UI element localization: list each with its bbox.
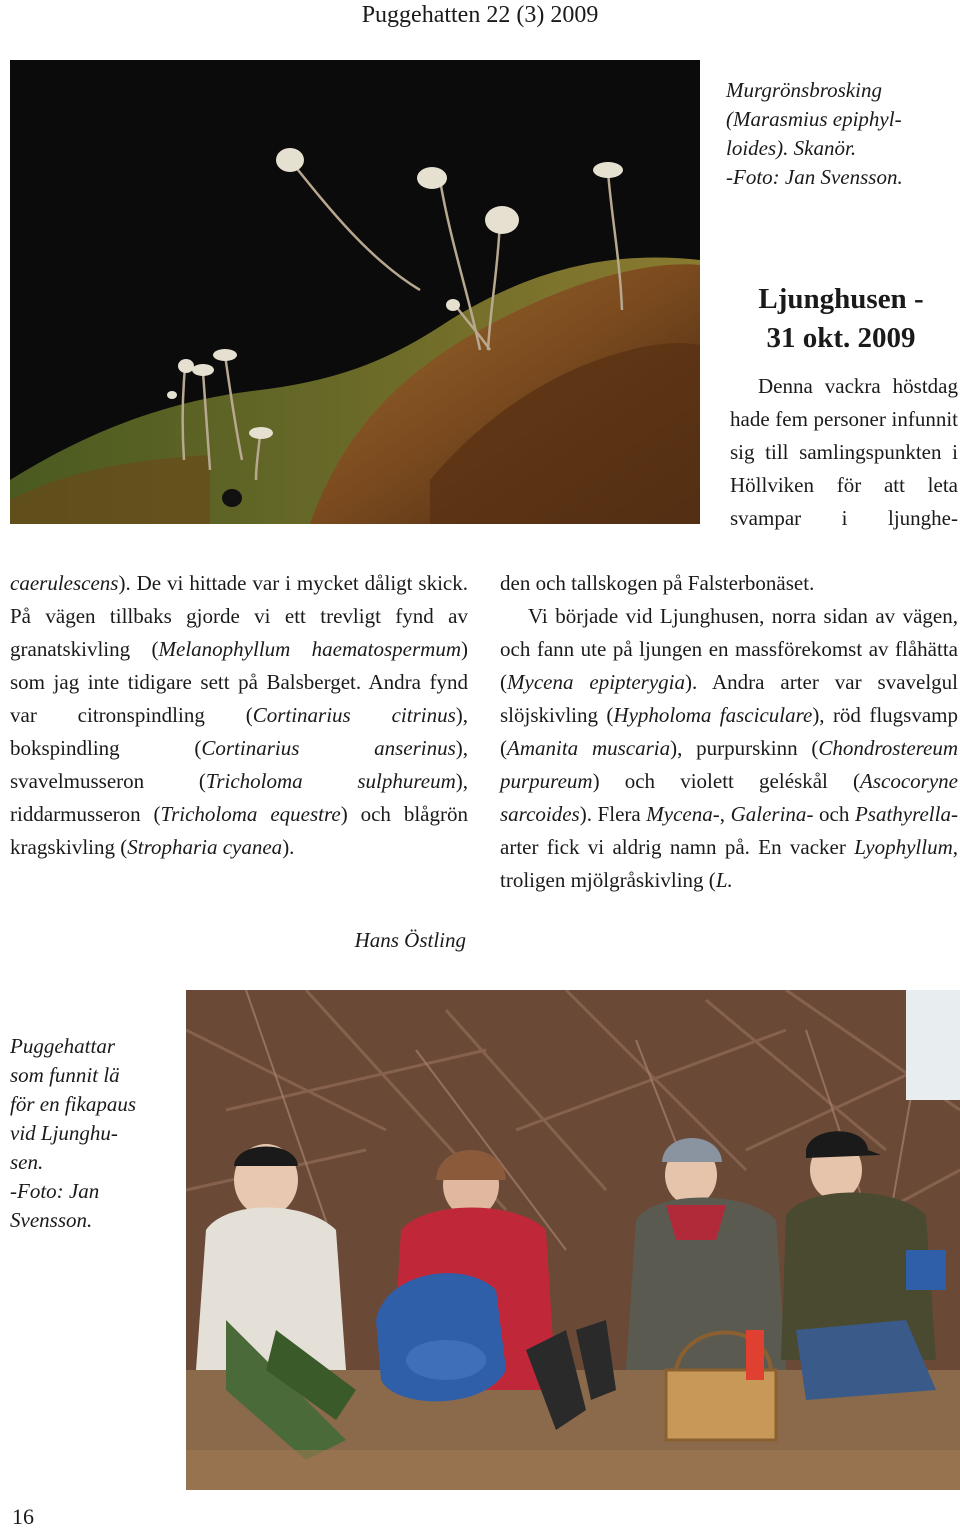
intro-paragraph: Denna vackra höstdag hade fem personer infunnit sig till samlingspunkten i Höllviken för att leta svampar i ljunghe- [730,374,958,530]
section-title [726,280,956,358]
caption-line: -Foto: Jan [10,1179,100,1203]
section-title-line: 31 okt. 2009 [766,322,916,354]
paragraph-species: Vi började vid Ljunghusen, norra sidan av vägen, och fann ute på ljungen en massförekomst av flåhätta (Mycena epipterygia). Andra arter var svavelgul slöjskivling (Hypholoma fasciculare), röd flugsvamp (Amanita muscaria), purpurskinn (Chondrostereum purpureum) och violett geléskål (Ascocoryne sarcoides). Flera Mycena-, Galerina- och Psathyrella-arter fick vi aldrig namn på. En vacker Lyophyllum, troligen mjölgråskivling (L. [500,604,959,892]
caption-line: för en fikapaus [10,1092,136,1116]
article-intro-text [730,370,958,535]
page-number: 16 [12,1504,34,1529]
article-right-column [500,567,958,897]
photo-caption-bottom [10,1032,175,1235]
caption-line: Murgrönsbrosking [726,78,882,102]
section-title-line: Ljunghusen - [758,283,924,315]
caption-line: vid Ljunghu- [10,1121,118,1145]
article-author: Hans Östling [354,928,466,952]
caption-line: sen. [10,1150,44,1174]
group-photo [186,990,960,1490]
photo-caption-top [726,76,956,192]
mushroom-photo-illustration [10,60,700,524]
caption-line: Puggehattar [10,1034,115,1058]
mushroom-photo [10,60,700,524]
paragraph-continuation: den och tallskogen på Falsterbonäset. [500,571,815,595]
page-header: Puggehatten 22 (3) 2009 [361,2,599,28]
article-left-column [10,567,468,864]
caption-line: som funnit lä [10,1063,120,1087]
paragraph-left: caerulescens). De vi hittade var i mycket dåligt skick. På vägen tillbaks gjorde vi ett trevligt fynd av granatskivling (Melanophyllum haematospermum) som jag inte tidigare sett på Balsberget. Andra fynd var citronspindling (Cortinarius citrinus), bokspindling (Cortinarius anserinus), svavelmusseron (Tricholoma sulphureum), riddarmusseron (Tricholoma equestre) och blågrön kragskivling (Stropharia cyanea). [10,571,469,859]
caption-line: loides). Skanör. [726,136,857,160]
caption-line: (Marasmius epiphyl- [726,107,902,131]
caption-line: -Foto: Jan Svensson. [726,165,903,189]
caption-line: Svensson. [10,1208,93,1232]
group-photo-illustration [186,990,960,1490]
